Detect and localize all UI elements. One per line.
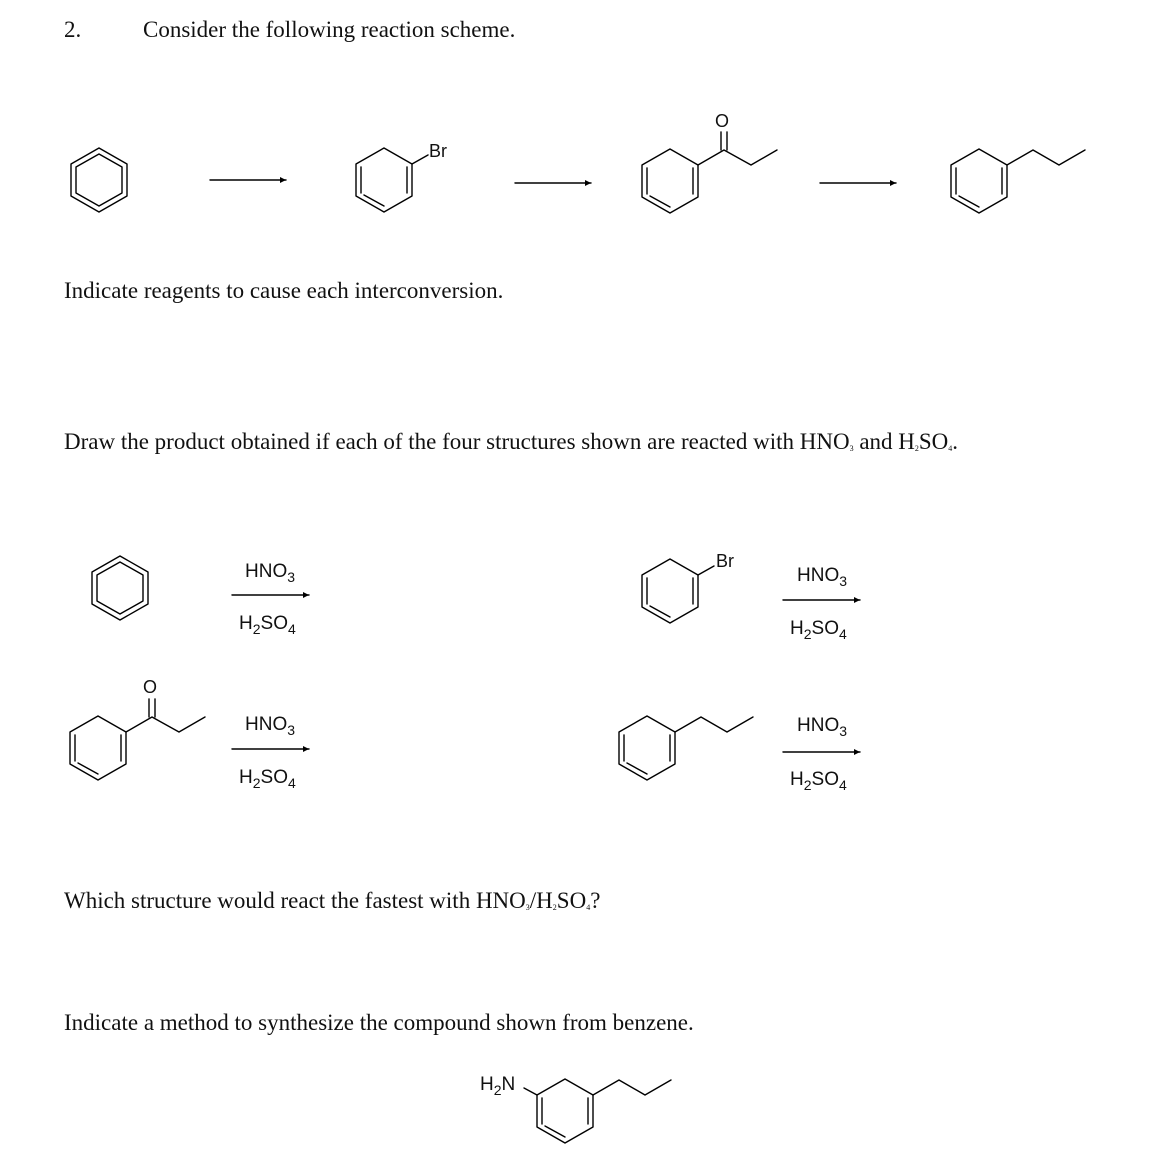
reagent-sub-3-4: 3 (839, 723, 848, 739)
part-c-question-mark: ? (590, 888, 601, 913)
part-a-instruction: Indicate reagents to cause each interconversion. (64, 278, 504, 303)
reagent-sub-2-1: 2 (252, 621, 261, 637)
reagent-hno-1: HNO (245, 561, 288, 582)
reagent-sub-3-2: 3 (839, 573, 848, 589)
reagent-block-4 (783, 715, 860, 793)
propiophenone-structure-nitration (70, 677, 205, 780)
part-d-instruction: Indicate a method to synthesize the compound shown from benzene. (64, 1010, 694, 1035)
part-b-text-so: SO (918, 429, 949, 454)
svg-text:HNO3 (245, 561, 295, 585)
part-b-sub-4: 4 (948, 444, 953, 453)
reagent-sub-4-3: 4 (287, 775, 296, 791)
oxygen-label-nitration: O (143, 677, 158, 697)
amine-label (480, 1074, 515, 1098)
reagent-so-1: SO (260, 613, 288, 634)
reagent-so-3: SO (260, 767, 288, 788)
reagent-block-2 (783, 565, 860, 642)
bromo-label: Br (429, 141, 447, 161)
part-c-text-slash: /H (529, 888, 553, 913)
reagent-hno-3: HNO (245, 714, 288, 735)
part-b-sub-2: 2 (914, 444, 919, 453)
svg-text:H2SO4 (790, 769, 847, 793)
part-c-sub-3: 3 (525, 903, 530, 912)
reagent-sub-2-4: 2 (803, 777, 812, 793)
part-b-sub-3: 3 (849, 444, 854, 453)
svg-text:H2SO4 (239, 613, 296, 637)
amine-label-sub: 2 (493, 1082, 502, 1098)
reagent-h-3: H (239, 767, 253, 788)
reagent-sub-2-3: 2 (252, 775, 261, 791)
reagent-block-1 (232, 561, 309, 637)
benzene-structure-scheme (71, 148, 127, 212)
part-c-text: Which structure would react the fastest with HNO (64, 888, 526, 913)
reagent-sub-4-1: 4 (287, 621, 296, 637)
propylbenzene-structure-nitration (619, 716, 753, 780)
reagent-so-2: SO (811, 618, 839, 639)
benzene-structure-nitration (92, 556, 148, 620)
part-c-sub-4: 4 (586, 903, 591, 912)
reagent-hno-2: HNO (797, 565, 840, 586)
reagent-h-4: H (790, 769, 804, 790)
propylaniline-structure-target (480, 1074, 671, 1143)
reagent-hno-4: HNO (797, 715, 840, 736)
svg-text:HNO3 (245, 714, 295, 738)
reagent-h-2: H (790, 618, 804, 639)
reagent-sub-4-4: 4 (838, 777, 847, 793)
reagent-sub-3-1: 3 (287, 569, 296, 585)
reagent-block-3 (232, 714, 309, 791)
part-b-text: Draw the product obtained if each of the four structures shown are reacted with HNO (64, 429, 850, 454)
reagent-sub-3-3: 3 (287, 722, 296, 738)
svg-text:HNO3 (797, 715, 847, 739)
reagent-sub-2-2: 2 (803, 626, 812, 642)
bromobenzene-structure-scheme (356, 141, 447, 212)
amine-label-h: H (480, 1074, 494, 1095)
part-b-text-and: and H (853, 429, 915, 454)
svg-text:H2SO4 (790, 618, 847, 642)
reagent-h-1: H (239, 613, 253, 634)
svg-text:H2SO4 (239, 767, 296, 791)
question-number: 2. (64, 17, 82, 42)
reagent-so-4: SO (811, 769, 839, 790)
bromobenzene-structure-nitration (642, 551, 734, 623)
question-intro: Consider the following reaction scheme. (143, 17, 516, 42)
propylbenzene-structure-scheme (951, 149, 1085, 213)
reagent-sub-4-2: 4 (838, 626, 847, 642)
part-c-text-so: SO (556, 888, 587, 913)
part-b-period: . (952, 429, 959, 454)
amine-label-n: N (501, 1074, 516, 1095)
bromo-label-nitration: Br (716, 551, 734, 571)
propiophenone-structure-scheme (642, 111, 777, 213)
part-c-sub-2: 2 (552, 903, 557, 912)
svg-text:HNO3 (797, 565, 847, 589)
oxygen-label-scheme: O (715, 111, 730, 131)
